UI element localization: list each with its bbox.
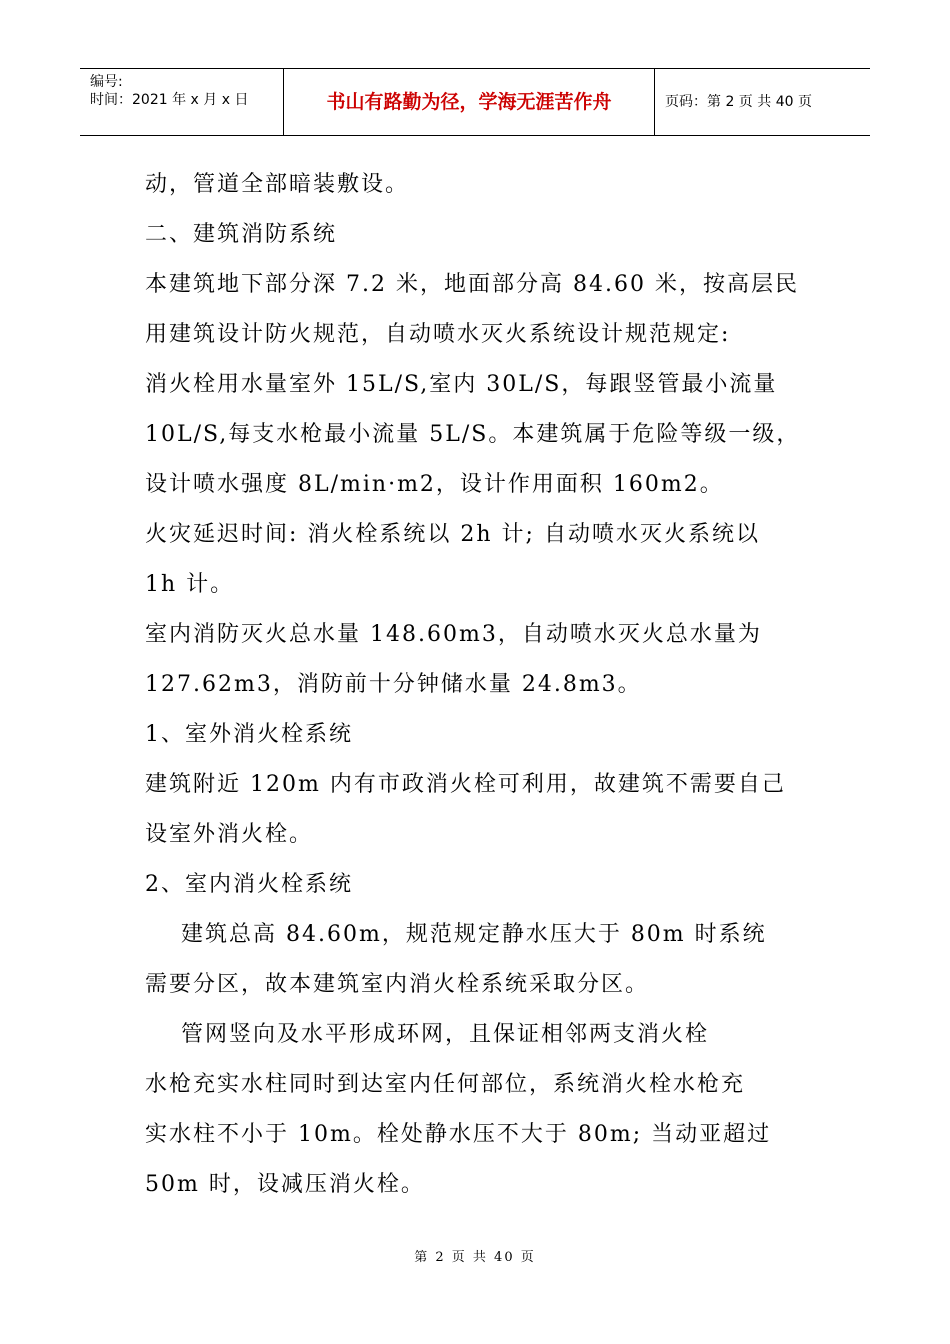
body-line: 建筑附近 120m 内有市政消火栓可利用，故建筑不需要自己 (145, 772, 786, 797)
body-line: 实水柱不小于 10m。栓处静水压不大于 80m; 当动亚超过 (145, 1122, 772, 1147)
body-line: 水枪充实水柱同时到达室内任何部位，系统消火栓水枪充 (145, 1072, 746, 1097)
body-line: 用建筑设计防火规范，自动喷水灭火系统设计规范规定: (145, 322, 731, 347)
page-footer: 第 2 页 共 40 页 (414, 1250, 536, 1265)
body-line: 127.62m3，消防前十分钟储水量 24.8m3。 (145, 672, 642, 697)
body-line: 管网竖向及水平形成环网，且保证相邻两支消火栓 (145, 1022, 709, 1047)
body-line: 设室外消火栓。 (145, 822, 314, 847)
document-body (145, 160, 820, 1210)
body-line: 建筑总高 84.60m，规范规定静水压大于 80m 时系统 (145, 922, 767, 947)
body-line: 需要分区，故本建筑室内消火栓系统采取分区。 (145, 972, 650, 997)
page-header (80, 68, 870, 136)
body-line: 动，管道全部暗装敷设。 (145, 172, 410, 197)
body-line: 设计喷水强度 8L/min·m2，设计作用面积 160m2。 (145, 472, 724, 497)
body-line: 室内消防灭火总水量 148.60m3，自动喷水灭火总水量为 (145, 622, 762, 647)
subsection-heading: 2、室内消火栓系统 (145, 872, 353, 897)
body-line: 50m 时，设减压消火栓。 (145, 1172, 425, 1197)
header-motto: 书山有路勤为径，学海无涯苦作舟 (283, 69, 655, 135)
body-line: 本建筑地下部分深 7.2 米，地面部分高 84.60 米，按高层民 (145, 272, 799, 297)
section-heading: 二、建筑消防系统 (145, 222, 338, 247)
body-line: 消火栓用水量室外 15L/S,室内 30L/S，每跟竖管最小流量 (145, 372, 778, 397)
header-meta (80, 69, 283, 135)
body-line: 10L/S,每支水枪最小流量 5L/S。本建筑属于危险等级一级， (145, 422, 801, 447)
subsection-heading: 1、室外消火栓系统 (145, 722, 353, 747)
document-date-label: 时间：2021 年 x 月 x 日 (90, 92, 249, 108)
document-number-label: 编号: (90, 74, 123, 90)
body-line: 1h 计。 (145, 572, 235, 597)
header-page-number: 页码：第 2 页 共 40 页 (665, 94, 812, 110)
body-line: 火灾延迟时间: 消火栓系统以 2h 计; 自动喷水灭火系统以 (145, 522, 760, 547)
